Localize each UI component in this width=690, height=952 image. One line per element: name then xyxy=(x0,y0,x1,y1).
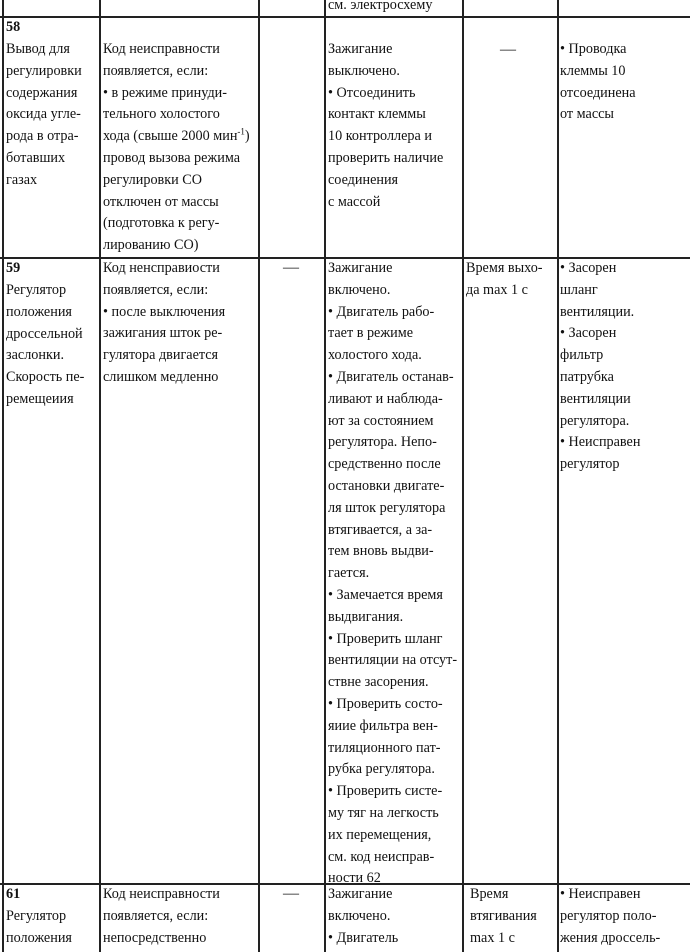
text-line: • Проводка xyxy=(560,41,627,57)
text-line: контакт клеммы xyxy=(328,106,426,123)
text-line: включено. xyxy=(328,907,391,924)
text-line: средственно после xyxy=(328,456,441,473)
text-line: вентиляции xyxy=(560,390,631,407)
text-line: Зажигание xyxy=(328,260,393,276)
top-row-check-text: см. электросхему xyxy=(328,0,433,13)
text-line: появляется, если: xyxy=(103,907,209,924)
text-line: шланг xyxy=(560,281,598,298)
text-line: • Двигатель останав- xyxy=(328,368,454,385)
text-fragment: хода (свыше 2000 мин xyxy=(103,128,238,145)
text-line: положения xyxy=(6,303,72,320)
text-line: оксида угле- xyxy=(6,106,81,123)
row-59-component xyxy=(6,280,84,411)
column-divider-2 xyxy=(258,0,260,952)
row-61-code: 61 xyxy=(6,886,21,902)
text-line: проверить наличие xyxy=(328,149,444,166)
column-divider-3 xyxy=(324,0,326,952)
row-59-value-dash: — xyxy=(283,259,299,276)
text-line: регулятор поло- xyxy=(560,907,657,924)
row-58-limit-dash: — xyxy=(500,41,516,58)
text-line: Код неисправности xyxy=(103,886,220,902)
text-line: зажигания шток ре- xyxy=(103,325,223,342)
row-61-component xyxy=(6,906,72,950)
text-line: • Отсоединить xyxy=(328,84,416,101)
text-line: заслонки. xyxy=(6,347,64,364)
text-line: вентиляции на отсут- xyxy=(328,652,458,669)
row-59-limit xyxy=(466,258,543,302)
row-61-limit xyxy=(470,884,537,949)
row-59-code: 59 xyxy=(6,260,21,276)
text-line: • Замечается время xyxy=(328,586,443,603)
text-line: регулятора. Непо- xyxy=(328,434,437,451)
row-59-cause xyxy=(560,258,640,476)
text-line: фильтр xyxy=(560,347,604,364)
text-line: ности 62 xyxy=(328,870,381,887)
text-line: • Двигатель рабо- xyxy=(328,303,435,320)
text-line: регулятор xyxy=(560,456,620,473)
text-line: выдвигания. xyxy=(328,608,404,625)
text-line: Код ненсправиости xyxy=(103,260,220,276)
text-line: му тяг на легкость xyxy=(328,804,439,821)
row-58-cause xyxy=(560,39,636,126)
row-61-value-dash: — xyxy=(283,885,299,902)
text-line: холостого хода. xyxy=(328,347,422,364)
text-line: их перемещения, xyxy=(328,826,432,843)
text-line: Время выхо- xyxy=(466,260,543,276)
column-divider-4 xyxy=(462,0,464,952)
text-line: Регулятор xyxy=(6,282,67,298)
column-divider-5 xyxy=(557,0,559,952)
text-line: патрубка xyxy=(560,368,614,385)
text-line: • Двигатель xyxy=(328,929,399,946)
text-line: тельного холостого xyxy=(103,106,220,123)
text-line: газах xyxy=(6,171,38,188)
row-58-code: 58 xyxy=(6,19,21,35)
text-line: от массы xyxy=(560,106,614,123)
text-line: клеммы 10 xyxy=(560,62,626,79)
text-line: • Проверить состо- xyxy=(328,695,443,712)
text-fragment: ) xyxy=(244,128,250,145)
row-58-component xyxy=(6,39,82,192)
text-line: тиляционного пат- xyxy=(328,739,441,756)
row-61-condition xyxy=(103,884,220,949)
row-61-check xyxy=(328,884,398,949)
text-line: содержания xyxy=(6,84,78,101)
row-59-check xyxy=(328,258,457,890)
text-line xyxy=(103,126,250,148)
text-line: остановки двигате- xyxy=(328,477,445,494)
text-line: провод вызова режима xyxy=(103,149,240,166)
text-line: • Проверить систе- xyxy=(328,783,443,800)
row-58-check xyxy=(328,39,443,213)
text-line: • Засорен xyxy=(560,325,617,342)
text-line: • Неисправен xyxy=(560,434,641,451)
text-line: втягивается, а за- xyxy=(328,521,433,538)
text-line: Регулятор xyxy=(6,908,67,924)
text-line: ствне засорения. xyxy=(328,674,429,691)
text-line: • после выключения xyxy=(103,303,226,320)
text-line: рубка регулятора. xyxy=(328,761,435,778)
text-line: выключено. xyxy=(328,62,400,79)
row-61-cause xyxy=(560,884,660,949)
text-line: регулятора. xyxy=(560,412,630,429)
text-line: ботавших xyxy=(6,149,66,166)
text-line: непосредственно xyxy=(103,929,207,946)
text-line: гается. xyxy=(328,565,370,582)
text-line: жения дроссель- xyxy=(560,929,661,946)
text-line: 10 контроллера и xyxy=(328,128,432,145)
text-line: да max 1 с xyxy=(466,281,528,298)
text-line: появляется, если: xyxy=(103,281,209,298)
text-line: (подготовка к регу- xyxy=(103,215,220,232)
column-divider-1 xyxy=(99,0,101,952)
text-line: гулятора двигается xyxy=(103,347,219,364)
text-line: дроссельной xyxy=(6,325,83,342)
text-line: • Проверить шланг xyxy=(328,630,443,647)
text-line: Зажигание xyxy=(328,886,393,902)
text-line: ливают и наблюда- xyxy=(328,390,443,407)
text-line: • Засорен xyxy=(560,260,617,276)
text-line: вентиляции. xyxy=(560,303,635,320)
text-line: рода в отра- xyxy=(6,128,79,145)
text-line: Зажигание xyxy=(328,41,393,57)
text-line: тем вновь выдви- xyxy=(328,543,434,560)
row-59-condition xyxy=(103,258,225,389)
text-line: втягивания xyxy=(470,907,537,924)
row-58-condition xyxy=(103,39,250,257)
text-line: соединения xyxy=(328,171,399,188)
text-line: регулировки xyxy=(6,62,82,79)
text-line: ют за состоянием xyxy=(328,412,434,429)
text-line: отсоединена xyxy=(560,84,636,101)
text-line: появляется, если: xyxy=(103,62,209,79)
text-line: ля шток регулятора xyxy=(328,499,446,516)
text-line: включено. xyxy=(328,281,391,298)
text-line: • Неисправен xyxy=(560,886,641,902)
superscript: -1 xyxy=(237,126,245,137)
text-line: лированию СО) xyxy=(103,237,199,254)
text-line: ремещеиия xyxy=(6,390,74,407)
text-line: • в режиме принуди- xyxy=(103,84,227,101)
text-line: Вывод для xyxy=(6,41,70,57)
text-line: Скорость пе- xyxy=(6,369,85,386)
table-border-left xyxy=(2,0,4,952)
text-line: Время xyxy=(470,886,509,902)
text-line: тает в режиме xyxy=(328,325,414,342)
text-line: слишком медленно xyxy=(103,368,219,385)
text-line: регулировки СО xyxy=(103,171,202,188)
text-line: max 1 с xyxy=(470,929,515,946)
text-line: отключен от массы xyxy=(103,193,219,210)
text-line: Код неисправности xyxy=(103,41,220,57)
text-line: яиие фильтра вен- xyxy=(328,717,438,734)
text-line: положения xyxy=(6,929,72,946)
text-line: с массой xyxy=(328,193,381,210)
text-line: см. код неисправ- xyxy=(328,848,435,865)
